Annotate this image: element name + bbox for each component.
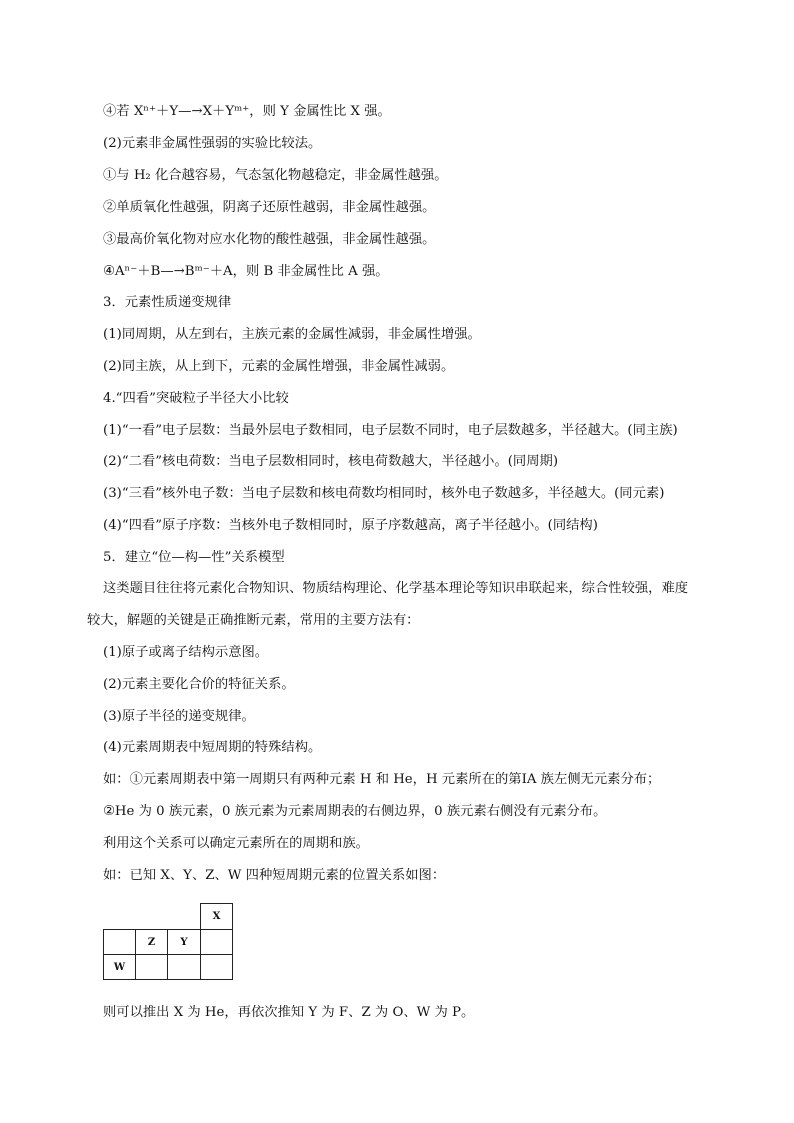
text-line: (2)元素主要化合价的特征关系。 (103, 677, 295, 692)
text-line: 这类题目往往将元素化合物知识、物质结构理论、化学基本理论等知识串联起来，综合性较强，难度 (103, 581, 689, 596)
text-line: ②He 为 0 族元素，0 族元素为元素周期表的右侧边界，0 族元素右侧没有元素分布。 (103, 804, 607, 819)
table-cell-w: W (103, 954, 136, 980)
table-cell-z: Z (135, 929, 168, 955)
text-line: (2)同主族，从上到下，元素的金属性增强，非金属性减弱。 (103, 359, 455, 374)
section-heading: 5．建立“位—构—性”关系模型 (103, 550, 285, 565)
table-cell (103, 929, 136, 955)
table-cell (200, 929, 233, 955)
text-line: ②单质氧化性越强，阴离子还原性越弱，非金属性越强。 (103, 200, 436, 215)
text-line: (1)同周期，从左到右，主族元素的金属性减弱，非金属性增强。 (103, 327, 481, 342)
text-line: 如：已知 X、Y、Z、W 四种短周期元素的位置关系如图： (103, 868, 446, 883)
text-line: (2)“二看”核电荷数：当电子层数相同时，核电荷数越大，半径越小。(同周期) (103, 454, 559, 469)
text-line: (4)“四看”原子序数：当核外电子数相同时，原子序数越高，离子半径越小。(同结构) (103, 518, 598, 533)
table-cell-x: X (200, 903, 233, 930)
periodic-position-table (103, 903, 233, 980)
text-line: ④Aⁿ⁻＋B—→Bᵐ⁻＋A，则 B 非金属性比 A 强。 (103, 264, 389, 279)
text-line: 较大，解题的关键是正确推断元素，常用的主要方法有： (87, 613, 420, 628)
section-heading: 3．元素性质递变规律 (103, 295, 232, 310)
text-line: (4)元素周期表中短周期的特殊结构。 (103, 740, 322, 755)
text-line: (3)“三看”核外电子数：当电子层数和核电荷数均相同时，核外电子数越多，半径越大。(同元素) (103, 486, 665, 501)
table-cell (200, 954, 233, 980)
text-line: ①与 H₂ 化合越容易，气态氢化物越稳定，非金属性越强。 (103, 168, 448, 183)
table-cell-y: Y (167, 929, 201, 955)
text-line: ③最高价氧化物对应水化物的酸性越强，非金属性越强。 (103, 232, 436, 247)
table-cell (167, 954, 201, 980)
text-line: (2)元素非金属性强弱的实验比较法。 (103, 136, 322, 151)
text-line: 如：①元素周期表中第一周期只有两种元素 H 和 He，H 元素所在的第ⅠA 族左侧无元素分布； (103, 772, 661, 787)
text-line: (1)原子或离子结构示意图。 (103, 645, 269, 660)
text-line: 利用这个关系可以确定元素所在的周期和族。 (103, 836, 369, 851)
section-heading: 4.“四看”突破粒子半径大小比较 (103, 391, 289, 406)
text-line: (1)“一看”电子层数：当最外层电子数相同，电子层数不同时，电子层数越多，半径越大。(同主族) (103, 423, 678, 438)
table-cell (135, 954, 168, 980)
text-line: 则可以推出 X 为 He，再依次推知 Y 为 F、Z 为 O、W 为 P。 (103, 1005, 475, 1020)
text-line: ④若 Xⁿ⁺＋Y—→X＋Yᵐ⁺，则 Y 金属性比 X 强。 (103, 104, 391, 119)
text-line: (3)原子半径的递变规律。 (103, 709, 255, 724)
